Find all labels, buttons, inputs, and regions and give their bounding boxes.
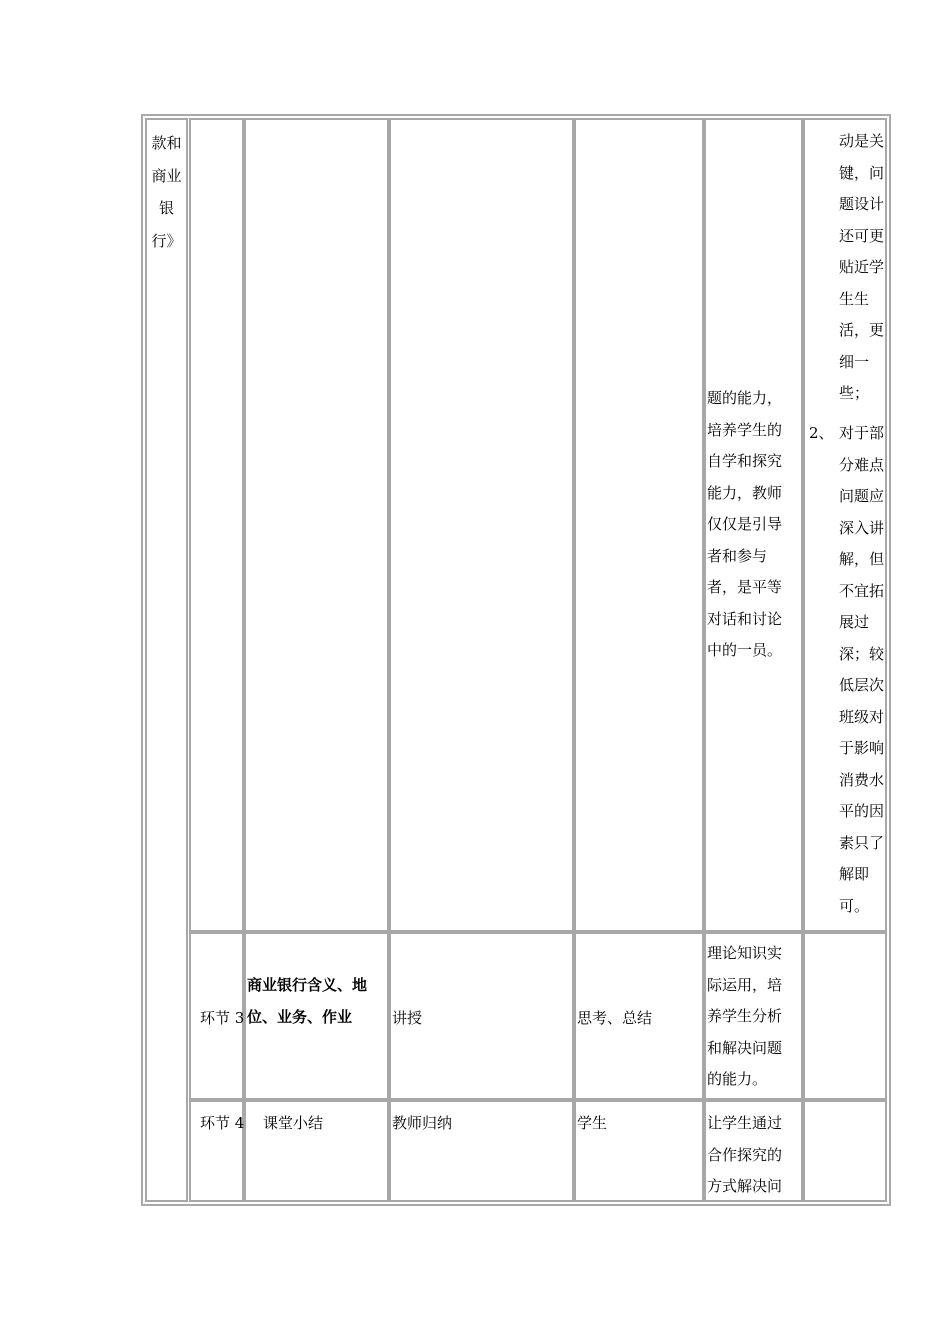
cell-step4-teacher — [389, 1100, 574, 1202]
cell-step3-reflection — [803, 932, 887, 1100]
cell-top-student — [574, 118, 704, 932]
step3-student: 思考、总结 — [577, 1009, 653, 1027]
cell-step4-reflection — [803, 1100, 887, 1202]
cell-course-title: 款和 商业 银 行》 — [145, 118, 188, 1202]
step4-content: 课堂小结 — [263, 1114, 324, 1132]
step4-label: 环节 4 — [200, 1114, 245, 1132]
step3-purpose: 理论知识实 际运用，培 养学生分析 和解决问题 的能力。 — [707, 944, 783, 1088]
purpose-text: 题的能力， 培养学生的 自学和探究 能力，教师 仅仅是引导 者和参与 者，是平等 对话和讨论 中的一员。 — [707, 389, 783, 659]
cell-step4-student — [574, 1100, 704, 1202]
cell-step3-content — [244, 932, 389, 1100]
cell-top-purpose — [704, 118, 803, 932]
step3-label: 环节 3 — [200, 1009, 245, 1027]
cell-step4-content — [244, 1100, 389, 1202]
step4-student: 学生 — [577, 1114, 608, 1132]
cell-step4-purpose — [704, 1100, 803, 1202]
cell-step3-student — [574, 932, 704, 1100]
cell-top-content — [244, 118, 389, 932]
cell-top-step — [189, 118, 244, 932]
step4-teacher: 教师归纳 — [392, 1114, 453, 1132]
step3-teacher: 讲授 — [392, 1009, 423, 1027]
cell-step3-label — [189, 932, 244, 1100]
reflection-list-number: 2、 — [809, 424, 834, 442]
cell-top-teacher — [389, 118, 574, 932]
cell-step3-teacher — [389, 932, 574, 1100]
cell-step3-purpose — [704, 932, 803, 1100]
cell-step4-label — [189, 1100, 244, 1202]
cell-top-reflection — [803, 118, 887, 932]
step3-content: 商业银行含义、地位、业务、作业 — [247, 976, 368, 1026]
step4-purpose: 让学生通过 合作探究的 方式解决问 — [707, 1114, 783, 1195]
reflection-text-part2: 对于部 分难点 问题应 深入讲 解，但 不宜拓 展过 深；较 低层次 班级对 于影响 消费水 平的因 素只了 解即 可。 — [839, 424, 885, 915]
reflection-text-part1: 动是关 键，问 题设计 还可更 贴近学 生生 活，更 细一 些； — [839, 132, 885, 402]
